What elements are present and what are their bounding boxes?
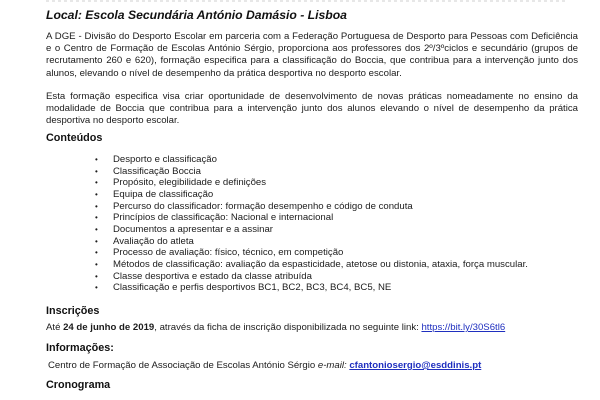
bullet-icon: • — [95, 283, 98, 293]
list-item-text: Percurso do classificador: formação desempenho e código de conduta — [113, 200, 413, 212]
list-item — [95, 271, 528, 283]
bullet-icon: • — [95, 224, 98, 234]
list-item — [95, 224, 528, 236]
list-item-text: Classificação e perfis desportivos BC1, BC2, BC3, BC4, BC5, NE — [113, 282, 392, 294]
list-item-text: Propósito, elegibilidade e definições — [113, 177, 267, 189]
objective-paragraph: Esta formação especifica visa criar oportunidade de desenvolvimento de novas práticas nomeadamente no ensino da modalidade de Boccia que contribua para a intervenção junto dos alunos elevando o nível de desempenho da prática desportiva no desporto escolar. — [46, 91, 578, 127]
list-item-text: Documentos a apresentar e a assinar — [113, 223, 273, 235]
list-item-text: Equipa de classificação — [113, 188, 214, 200]
location-label: Local: — [46, 8, 82, 22]
contents-list — [95, 154, 528, 294]
registration-deadline: 24 de junho de 2019 — [63, 322, 155, 333]
list-item-text: Processo de avaliação: físico, técnico, em competição — [113, 247, 344, 259]
location-line — [46, 8, 347, 22]
registration-prefix: Até — [46, 322, 64, 333]
list-item — [95, 236, 528, 248]
bullet-icon: • — [95, 155, 98, 164]
list-item-text: Classe desportiva e estado da classe atribuída — [113, 270, 312, 282]
registrations-heading: Inscrições — [46, 305, 100, 317]
contents-heading: Conteúdos — [46, 132, 103, 144]
bullet-icon: • — [95, 178, 98, 188]
location-value: Escola Secundária António Damásio - Lisboa — [85, 8, 347, 22]
email-link[interactable]: cfantoniosergio@esddinis.pt — [349, 360, 482, 371]
list-item-text: Avaliação do atleta — [113, 235, 194, 247]
list-item — [95, 259, 528, 271]
email-label: e-mail: — [317, 360, 347, 371]
list-item-text: Métodos de classificação: avaliação da espasticidade, atetose ou distonia, ataxia, força muscular. — [113, 258, 528, 270]
cut-off-text-line — [46, 0, 566, 2]
information-text: Centro de Formação de Associação de Escolas António Sérgio — [48, 360, 318, 371]
list-item-text: Desporto e classificação — [113, 154, 217, 165]
intro-paragraph: A DGE - Divisão do Desporto Escolar em parceria com a Federação Portuguesa de Desporto para Pessoas com Deficiência e o Centro de Formação de Escolas António Sérgio, proporciona aos professores dos 2º/3ºciclos e secundário (grupos de recrutamento 260 e 620), formação especifica para a classificação do Boccia, que contribua para a intervenção junto dos alunos, elevando o nível de desempenho da prática desportiva no desporto escolar. — [46, 31, 578, 79]
list-item — [95, 166, 528, 178]
list-item — [95, 247, 528, 259]
bullet-icon: • — [95, 248, 98, 258]
schedule-heading: Cronograma — [46, 379, 111, 391]
list-item — [95, 189, 528, 201]
information-line — [48, 360, 481, 371]
registration-line — [46, 322, 505, 333]
bullet-icon: • — [95, 166, 98, 176]
list-item — [95, 212, 528, 224]
bullet-icon: • — [95, 236, 98, 246]
list-item — [95, 177, 528, 189]
list-item-text: Princípios de classificação: Nacional e internacional — [113, 212, 334, 224]
registration-link[interactable]: https://bit.ly/30S6tl6 — [421, 322, 506, 333]
list-item — [95, 201, 528, 213]
bullet-icon: • — [95, 189, 98, 199]
bullet-icon: • — [95, 201, 98, 211]
bullet-icon: • — [95, 259, 98, 269]
information-heading: Informações: — [46, 342, 114, 354]
list-item-text: Classificação Boccia — [113, 165, 201, 177]
registration-text: , através da ficha de inscrição disponibilizada no seguinte link: — [154, 322, 422, 333]
bullet-icon: • — [95, 213, 98, 223]
bullet-icon: • — [95, 271, 98, 281]
list-item — [95, 282, 528, 294]
list-item — [95, 154, 528, 166]
